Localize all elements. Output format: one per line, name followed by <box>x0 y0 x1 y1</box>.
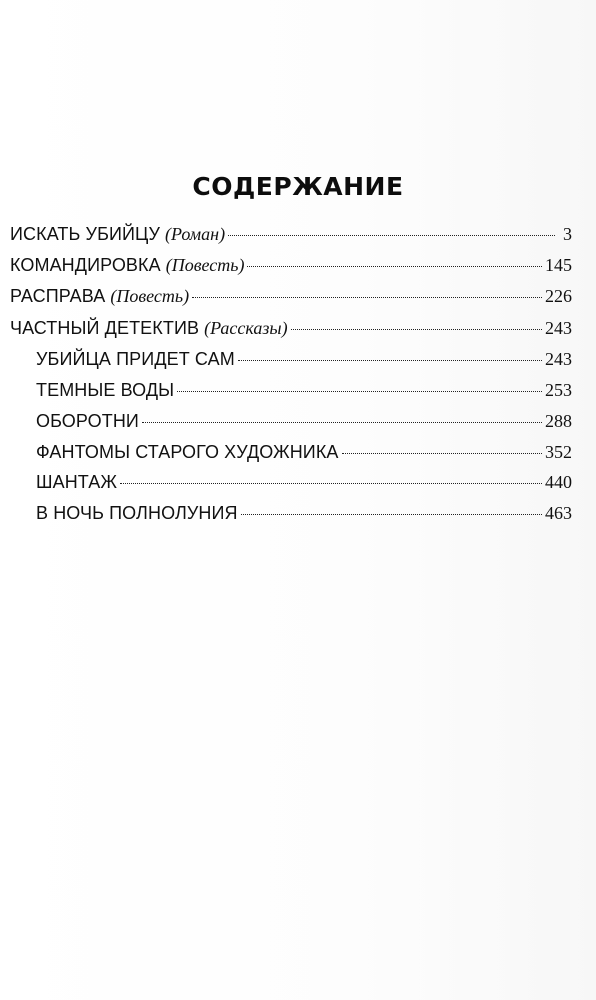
toc-subentry <box>36 470 572 494</box>
dot-leader <box>177 391 542 392</box>
toc-entry-page: 145 <box>545 255 572 275</box>
page-title: СОДЕРЖАНИЕ <box>192 172 404 201</box>
toc-entry <box>10 253 572 277</box>
dot-leader <box>142 422 542 423</box>
toc-entry <box>10 316 572 340</box>
toc-entry-genre: (Рассказы) <box>204 318 288 338</box>
toc-entry-genre: (Повесть) <box>165 255 245 275</box>
toc-entry <box>10 222 572 246</box>
toc-entry-page: 352 <box>545 442 572 462</box>
toc-entry-title: ФАНТОМЫ СТАРОГО ХУДОЖНИКА <box>36 442 339 462</box>
toc-entry <box>10 284 572 308</box>
dot-leader <box>241 514 542 515</box>
toc-subentry <box>36 378 572 402</box>
toc-entry-page: 243 <box>545 318 572 338</box>
toc-entry-title: ОБОРОТНИ <box>36 411 139 431</box>
toc-subentry <box>36 347 572 371</box>
toc-entry-title: ТЕМНЫЕ ВОДЫ <box>36 380 175 400</box>
toc-subentry <box>36 440 572 464</box>
toc-entry-page: 440 <box>545 472 572 492</box>
toc-entry-title: КОМАНДИРОВКА <box>10 255 161 275</box>
toc-entry-page: 288 <box>545 411 572 431</box>
dot-leader <box>238 360 542 361</box>
toc-subentry <box>36 409 572 433</box>
toc-entry-genre: (Роман) <box>165 224 226 244</box>
toc-entry-page: 253 <box>545 380 572 400</box>
toc-entry-title: В НОЧЬ ПОЛНОЛУНИЯ <box>36 503 238 523</box>
dot-leader <box>120 483 542 484</box>
dot-leader <box>247 266 542 267</box>
toc-entry-title: ЧАСТНЫЙ ДЕТЕКТИВ <box>10 318 200 338</box>
toc-entry-title: РАСПРАВА <box>10 286 106 306</box>
toc-entry-genre: (Повесть) <box>110 286 190 306</box>
toc-entry-title: ШАНТАЖ <box>36 472 118 492</box>
dot-leader <box>192 297 542 298</box>
toc-entry-page: 226 <box>545 286 572 306</box>
dot-leader <box>228 235 555 236</box>
toc-subentry <box>36 501 572 525</box>
toc-entry-page: 463 <box>545 503 572 523</box>
toc-entry-page: 3 <box>563 224 572 244</box>
toc-entry-page: 243 <box>545 349 572 369</box>
toc-entry-title: ИСКАТЬ УБИЙЦУ <box>10 224 161 244</box>
dot-leader <box>291 329 542 330</box>
toc-entry-title: УБИЙЦА ПРИДЕТ САМ <box>36 349 235 369</box>
dot-leader <box>342 453 542 454</box>
